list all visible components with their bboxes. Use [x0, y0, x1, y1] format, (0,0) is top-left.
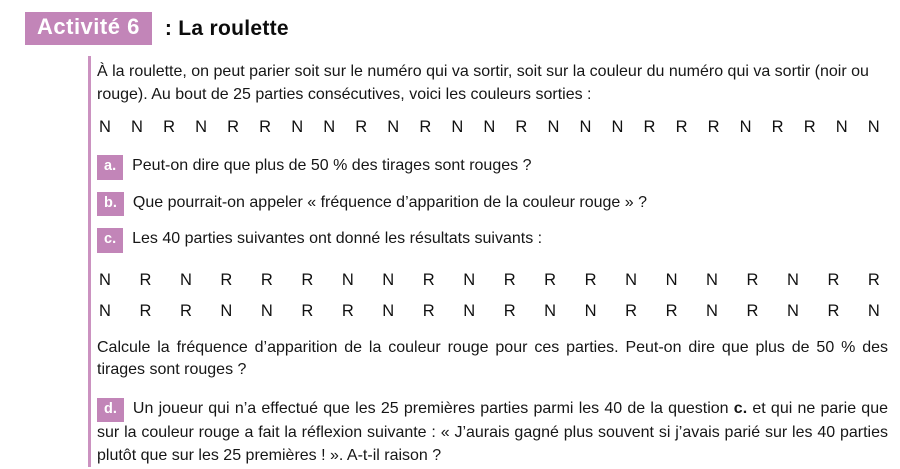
sequence-letter: R — [643, 118, 656, 136]
sequence-letter: N — [665, 270, 678, 289]
sequence-letter: R — [827, 270, 840, 289]
sequence-letter: R — [301, 270, 314, 289]
question-d-text-end: et qui ne parie que sur la couleur rouge a fait la réflexion suivante : « J’aurais gagné plus souvent si j’avais parié sur les 40 parties plutôt que sur les 25 premières ! ». A-t-il raison ? — [97, 399, 889, 464]
sequence-letter: R — [139, 270, 152, 289]
activity-badge: Activité 6 — [25, 12, 152, 45]
sequence-letter: N — [323, 118, 336, 136]
sequence-letter: N — [706, 270, 718, 289]
sequence-letter: R — [827, 301, 840, 320]
sequence-letter: R — [665, 301, 678, 320]
sequence-letter: R — [139, 301, 152, 320]
calc-paragraph: Calcule la fréquence d’apparition de la couleur rouge pour ces parties. Peut-on dire que plus de 50 % des tirages sont rouges ? — [97, 338, 888, 378]
sequence-letter: N — [463, 301, 476, 320]
question-a-text: Peut-on dire que plus de 50 % des tirages sont rouges ? — [132, 157, 532, 174]
sequence-letter: R — [419, 118, 432, 136]
sequence-letter: N — [611, 118, 624, 136]
question-a — [97, 155, 888, 180]
activity-header — [0, 0, 900, 45]
sequence-letter: R — [746, 301, 759, 320]
sequence-letter: R — [503, 270, 516, 289]
sequence-letter: R — [515, 118, 528, 136]
sequence-letter: N — [99, 270, 111, 289]
question-d-text-start: Un joueur qui n’a effectué que les 25 premières parties parmi les 40 de la question — [132, 399, 734, 417]
sequence-letter: N — [179, 270, 192, 289]
sequence-letter: R — [341, 301, 354, 320]
sequence-letter: R — [422, 301, 435, 320]
sequence-letter: N — [463, 270, 476, 289]
sequence-letter: N — [835, 118, 848, 136]
question-c-text: Les 40 parties suivantes ont donné les résultats suivants : — [132, 230, 543, 247]
sequence-letter: N — [786, 301, 799, 320]
question-c — [97, 228, 888, 253]
sequence-letter: N — [220, 301, 233, 320]
sequence-letter: N — [739, 118, 752, 136]
page-title: : La roulette — [164, 16, 289, 40]
sequence-letter: N — [99, 301, 111, 320]
sequence-letter: N — [131, 118, 143, 136]
sequence-letter: R — [707, 118, 720, 136]
sequence-letter: R — [163, 118, 175, 136]
sequence-letter: R — [259, 118, 272, 136]
sequence-letter: R — [867, 270, 880, 289]
sequence-letter: R — [422, 270, 435, 289]
sequence-letter: N — [382, 301, 395, 320]
sequence-letter: R — [220, 270, 233, 289]
question-b-text: Que pourrait-on appeler « fréquence d’apparition de la couleur rouge » ? — [132, 193, 648, 211]
sequence-letter: R — [803, 118, 816, 136]
question-c-badge: c. — [97, 228, 123, 253]
sequence-letter: R — [584, 270, 597, 289]
color-sequence-25 — [97, 112, 888, 143]
question-b-badge: b. — [97, 192, 124, 217]
question-d — [97, 398, 888, 468]
sequence-letter: R — [301, 301, 314, 320]
sequence-letter: N — [260, 301, 273, 320]
intro-paragraph: À la roulette, on peut parier soit sur le numéro qui va sortir, soit sur la couleur du numéro qui va sortir (noir ou rouge). Au bout de 25 parties consécutives, voici les couleurs sorties : — [97, 63, 869, 103]
question-a-badge: a. — [97, 155, 123, 180]
sequence-letter: R — [355, 118, 368, 136]
sequence-letter: N — [382, 270, 395, 289]
sequence-letter: R — [625, 301, 638, 320]
sequence-letter: N — [195, 118, 208, 136]
sequence-letter: N — [867, 118, 880, 136]
sequence-letter: N — [387, 118, 400, 136]
sequence-letter: N — [584, 301, 597, 320]
sequence-letter: R — [260, 270, 273, 289]
sequence-letter: N — [451, 118, 464, 136]
sequence-letter: R — [503, 301, 516, 320]
sequence-letter: R — [675, 118, 688, 136]
sequence-letter: R — [227, 118, 240, 136]
sequence-letter: N — [625, 270, 638, 289]
sequence-letter: N — [99, 118, 111, 136]
sequence-letter: N — [547, 118, 560, 136]
sequence-letter: N — [706, 301, 718, 320]
sequence-letter: R — [544, 270, 557, 289]
sequence-letter: N — [483, 118, 496, 136]
sequence-letter: R — [771, 118, 784, 136]
sequence-letter: N — [786, 270, 799, 289]
color-sequence-40-row-2 — [97, 296, 888, 327]
sequence-letter: N — [867, 301, 880, 320]
sequence-letter: N — [544, 301, 557, 320]
question-d-bold-ref: c. — [733, 399, 748, 417]
activity-content — [88, 56, 900, 467]
sequence-letter: N — [579, 118, 592, 136]
question-d-badge: d. — [97, 398, 124, 423]
question-b — [97, 192, 888, 217]
color-sequence-40-row-1 — [97, 265, 888, 296]
sequence-letter: N — [291, 118, 304, 136]
sequence-letter: N — [341, 270, 354, 289]
sequence-letter: R — [179, 301, 192, 320]
sequence-letter: R — [746, 270, 759, 289]
